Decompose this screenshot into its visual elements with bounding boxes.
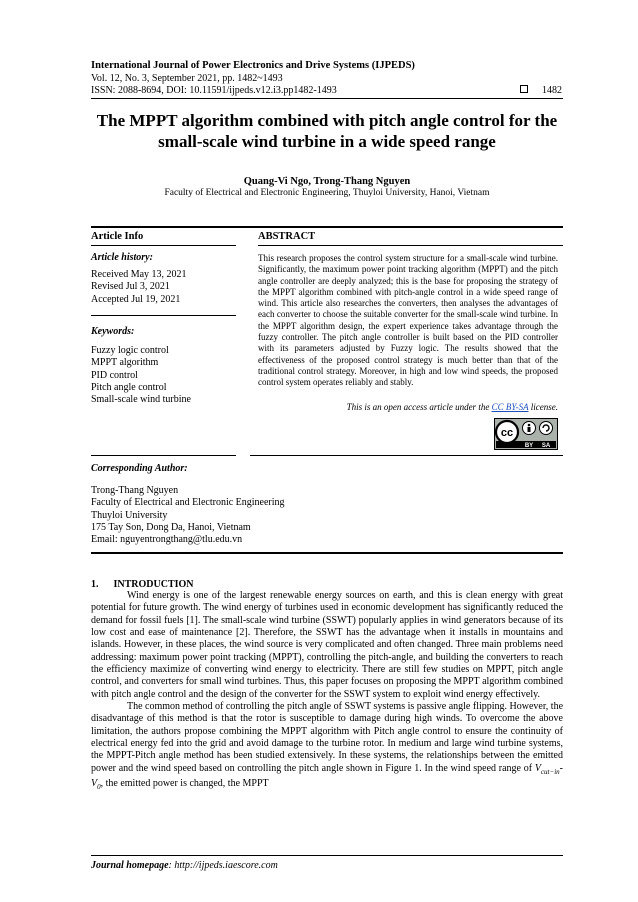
issn-doi-line: ISSN: 2088-8694, DOI: 10.11591/ijpeds.v12.i3.pp1482-1493 <box>91 85 337 96</box>
info-top-rule <box>91 226 563 228</box>
keyword-item: Fuzzy logic control <box>91 345 169 356</box>
corr-name: Trong-Thang Nguyen <box>91 485 179 496</box>
history-revised: Revised Jul 3, 2021 <box>91 281 170 293</box>
cc-badge-sa: SA <box>541 443 551 449</box>
cc-by-sa-link[interactable]: CC BY-SA <box>491 402 529 412</box>
abstract-rule <box>258 245 563 246</box>
intro-paragraph-2: The common method of controlling the pitch angle of SSWT systems is passive angle flipping. However, the disadvantage of this method is that the rotor is susceptible to damage during high winds. To overcome the above limitation, the authors propose combining the MPPT algorithm with Pitch angle control to ensure the continuity of electrical energy fed into the grid and avoid damage to the turbine rotor. In medium and large wind turbine systems, the MPPT-Pitch angle method has been studied extensively. In these systems, the relationships between the emitted power and the wind speed based on controlling the pitch angle shown in Figure 1. In the wind speed range of $V_{cut-in}-$ $V_0$, the emitted power is changed, the MPPT <box>91 701 564 792</box>
journal-homepage: Journal homepage: http://ijpeds.iaescore.com <box>91 860 278 871</box>
corr-address: 175 Tay Son, Dong Da, Hanoi, Vietnam <box>91 521 251 533</box>
page-number: 1482 <box>520 85 562 96</box>
volume-line: Vol. 12, No. 3, September 2021, pp. 1482~1493 <box>91 73 283 84</box>
history-received: Received May 13, 2021 <box>91 269 187 280</box>
keywords-heading: Keywords: <box>91 326 135 337</box>
keyword-item: Small-scale wind turbine <box>91 394 191 406</box>
header-rule <box>91 98 563 99</box>
cc-badge-by: BY <box>524 443 534 449</box>
journal-name: International Journal of Power Electronics and Drive Systems (IJPEDS) <box>91 60 415 71</box>
corresponding-heading: Corresponding Author: <box>91 463 188 474</box>
article-info-rule <box>91 245 236 246</box>
math-v-cut-in: $V_{cut-in}$ <box>534 762 560 776</box>
footer-rule <box>91 855 563 856</box>
authors: Quang-Vi Ngo, Trong-Thang Nguyen <box>243 176 411 187</box>
introduction-heading: 1. INTRODUCTION <box>91 579 194 590</box>
checkbox-square-icon <box>520 85 528 93</box>
abstract-heading: ABSTRACT <box>258 231 316 242</box>
keyword-item: MPPT algorithm <box>91 357 159 369</box>
affiliation: Faculty of Electrical and Electronic Engineering, Thuyloi University, Hanoi, Vietnam <box>164 188 490 198</box>
article-history-heading: Article history: <box>91 252 153 263</box>
keywords-rule <box>91 455 236 456</box>
corresponding-author <box>91 485 285 546</box>
info-bottom-rule <box>91 552 563 554</box>
introduction-body <box>91 590 563 794</box>
license-line: This is an open access article under the CC BY-SA license. <box>346 402 558 412</box>
article-history <box>91 269 187 306</box>
history-rule <box>91 315 236 316</box>
keyword-item: PID control <box>91 369 138 381</box>
corr-email: Email: nguyentrongthang@tlu.edu.vn <box>91 534 243 546</box>
cc-by-sa-icon[interactable] <box>494 418 558 450</box>
article-info-heading: Article Info <box>91 231 144 242</box>
keywords-list <box>91 345 191 406</box>
intro-paragraph-1: Wind energy is one of the largest renewable energy sources on earth, and this is clean energy with great potential for future growth. The wind energy of turbines used in economic development has significantly reduced the demand for fossil fuels [1]. The small-scale wind turbine (SSWT) popularly applies in wind generators because of its low cost and ease of maintenance [2]. Therefore, the SSWT has the advantage when it installs in mountains and islands. However, in these places, the wind source is very complicated and often changed. Three main problems need addressing: maximum power point tracking (MPPT), controlling the pitch-angle, and building the converters to reach the efficiency maximize of converting wind energy to electricity. There are still few studies on MPPT, pitch angle control, and converters for small wind turbines. Thus, this paper focuses on proposing the MPPT algorithm combined with pitch angle control and the design of the converter for the SSWT system to exploit wind energy effectively. <box>91 590 563 700</box>
corr-faculty: Faculty of Electrical and Electronic Engineering <box>91 497 285 509</box>
homepage-url[interactable]: : http://ijpeds.iaescore.com <box>168 860 278 871</box>
history-accepted: Accepted Jul 19, 2021 <box>91 293 181 305</box>
keyword-item: Pitch angle control <box>91 381 167 393</box>
paper-title: The MPPT algorithm combined with pitch angle control for the small-scale wind turbine in a wide speed range <box>96 111 558 151</box>
abstract-bottom-rule <box>250 455 563 456</box>
math-v-zero: $V_0$ <box>91 778 101 792</box>
cc-badge-cc: cc <box>500 427 514 439</box>
corr-university: Thuyloi University <box>91 509 168 521</box>
abstract-text: This research proposes the control system structure for a small-scale wind turbine. Significantly, the maximum power point tracking algorithm (MPPT) and the pitch angle controller are deeply analyzed; this is the base for proposing the strategy of the MPPT algorithm combined with pitch-angle control in a wide speed range of wind. This article also researches the converters, then analyses the advantages of each converter to choose the suitable converter for the small-scale wind turbine. In the MPPT algorithm design, the expert experience takes advantage through the fuzzy controller. The pitch angle controller is built based on the PID controller with its parameters adjusted by Fuzzy logic. The results showed that the effectiveness of the proposed control strategy is much better than that of the traditional control strategy. Moreover, in high and low wind speeds, the proposed control system operates reliably and stably. <box>258 253 558 388</box>
